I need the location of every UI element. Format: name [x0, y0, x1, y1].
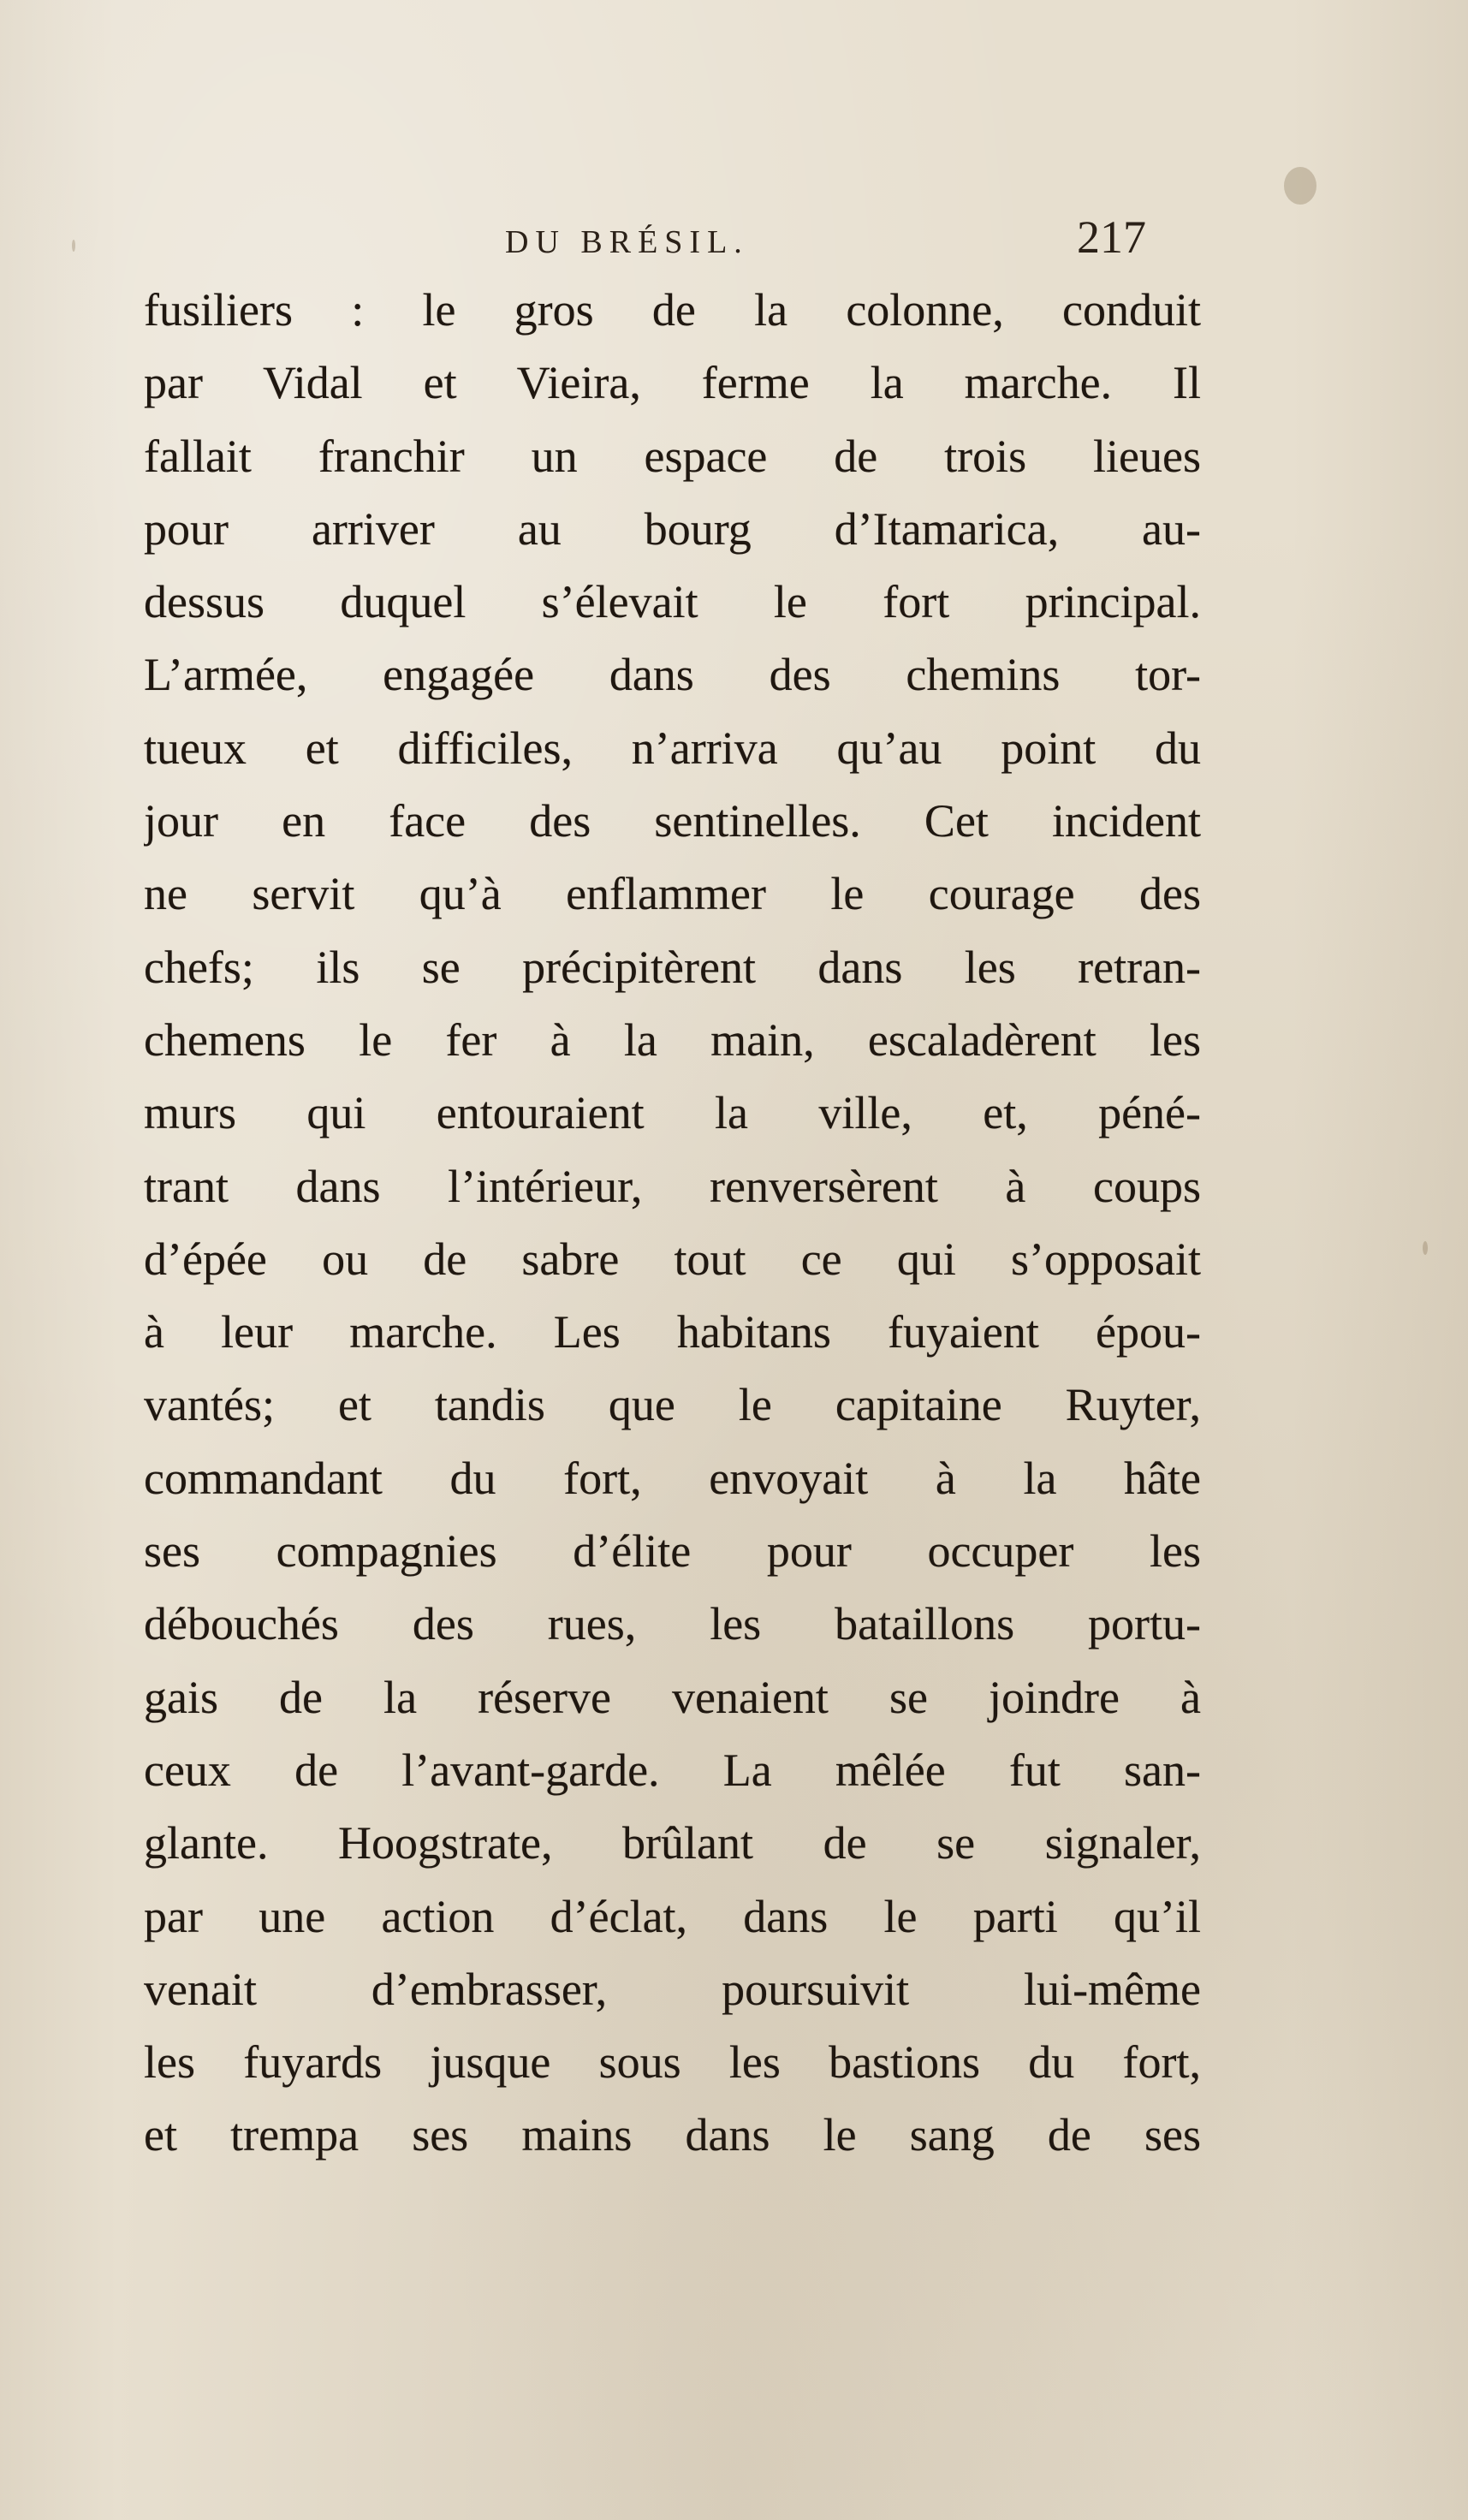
page-header — [0, 212, 1468, 272]
text-line: fallait franchir un espace de trois lieues — [144, 430, 1201, 482]
text-line: trant dans l’intérieur, renversèrent à coups — [144, 1160, 1201, 1212]
text-line: chefs; ils se précipitèrent dans les retran- — [144, 941, 1201, 993]
text-line: venait d’embrasser, poursuivit lui-même — [144, 1963, 1201, 2015]
paper-speck — [1423, 1241, 1428, 1255]
text-line: pour arriver au bourg d’Itamarica, au- — [144, 502, 1201, 555]
text-line: murs qui entouraient la ville, et, péné- — [144, 1087, 1201, 1139]
running-head: DU BRÉSIL. — [505, 224, 749, 260]
text-line: gais de la réserve venaient se joindre à — [144, 1671, 1201, 1723]
text-line: fusiliers : le gros de la colonne, conduit — [144, 284, 1201, 336]
text-line: ne servit qu’à enflammer le courage des — [144, 868, 1201, 920]
text-line: vantés; et tandis que le capitaine Ruyter, — [144, 1379, 1201, 1431]
body-text — [144, 274, 1201, 2172]
text-line: commandant du fort, envoyait à la hâte — [144, 1452, 1201, 1504]
text-line: par une action d’éclat, dans le parti qu’il — [144, 1890, 1201, 1942]
text-line: les fuyards jusque sous les bastions du fort, — [144, 2036, 1201, 2089]
text-line: tueux et difficiles, n’arriva qu’au point du — [144, 722, 1201, 774]
text-line: jour en face des sentinelles. Cet incident — [144, 795, 1201, 847]
text-line: ses compagnies d’élite pour occuper les — [144, 1525, 1201, 1578]
text-line: par Vidal et Vieira, ferme la marche. Il — [144, 357, 1201, 409]
text-line: d’épée ou de sabre tout ce qui s’opposait — [144, 1233, 1201, 1285]
text-line: dessus duquel s’élevait le fort principal. — [144, 576, 1201, 628]
paper-stain — [1284, 167, 1316, 205]
page-number: 217 — [1077, 211, 1146, 263]
text-line: L’armée, engagée dans des chemins tor- — [144, 649, 1201, 701]
text-line: ceux de l’avant-garde. La mêlée fut san- — [144, 1744, 1201, 1796]
text-line: et trempa ses mains dans le sang de ses — [144, 2109, 1201, 2161]
text-line: glante. Hoogstrate, brûlant de se signaler, — [144, 1817, 1201, 1869]
text-line: à leur marche. Les habitans fuyaient épou- — [144, 1306, 1201, 1358]
text-line: débouchés des rues, les bataillons portu- — [144, 1598, 1201, 1650]
text-line: chemens le fer à la main, escaladèrent les — [144, 1013, 1201, 1066]
